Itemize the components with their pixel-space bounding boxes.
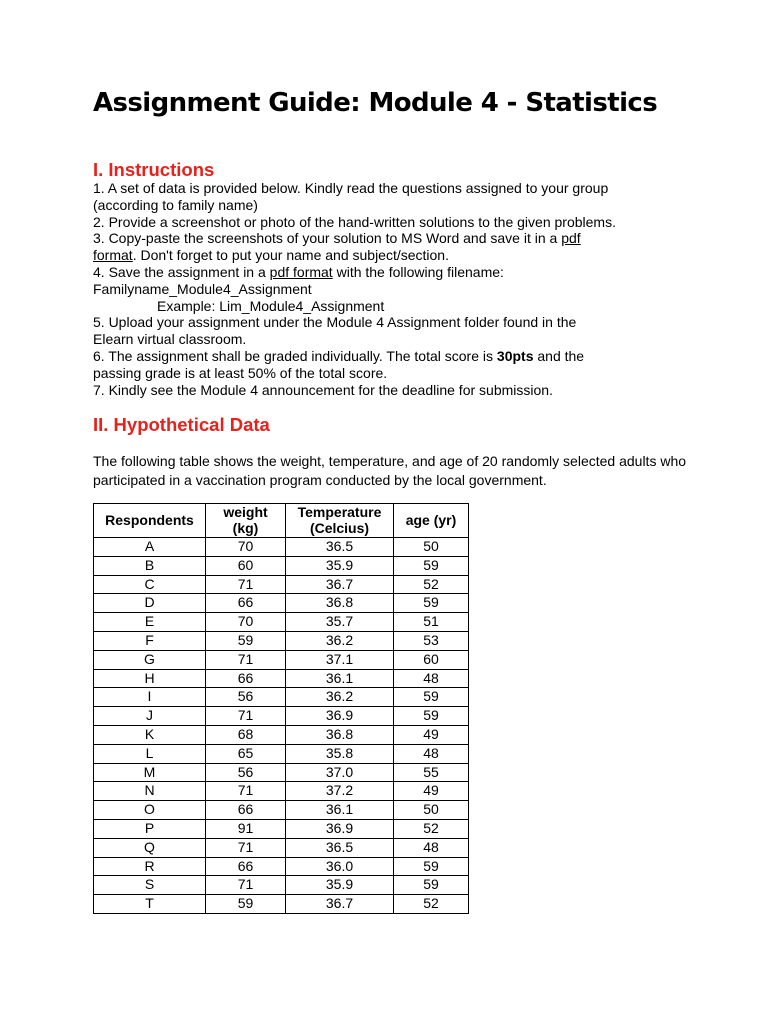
age-cell: 60 [394, 650, 469, 669]
weight-cell: 66 [206, 669, 286, 688]
instruction-6-text: 6. The assignment shall be graded individually. The total score is [93, 347, 497, 364]
table-row [94, 556, 469, 575]
pdf-format-link: pdf format [269, 263, 333, 280]
respondent-cell: P [94, 819, 206, 838]
table-row [94, 575, 469, 594]
weight-cell: 71 [206, 650, 286, 669]
respondent-cell: N [94, 782, 206, 801]
instruction-4-line-1 [93, 264, 693, 281]
table-row [94, 782, 469, 801]
weight-cell: 66 [206, 594, 286, 613]
weight-cell: 65 [206, 744, 286, 763]
temperature-cell: 36.8 [286, 594, 394, 613]
pdf-format-link-part-2: format [93, 247, 133, 264]
header-temperature [286, 504, 394, 538]
age-cell: 55 [394, 763, 469, 782]
age-cell: 52 [394, 895, 469, 914]
respondent-cell: A [94, 538, 206, 557]
instruction-5-line-1: 5. Upload your assignment under the Module 4 Assignment folder found in the [93, 314, 577, 331]
age-cell: 50 [394, 538, 469, 557]
instruction-5-line-2: Elearn virtual classroom. [93, 331, 247, 348]
weight-cell: 68 [206, 725, 286, 744]
instruction-6-line-2: passing grade is at least 50% of the total score. [93, 364, 388, 381]
respondent-cell: O [94, 801, 206, 820]
temperature-cell: 36.9 [286, 819, 394, 838]
weight-cell: 56 [206, 688, 286, 707]
respondent-cell: R [94, 857, 206, 876]
temperature-cell: 36.2 [286, 631, 394, 650]
age-cell: 48 [394, 669, 469, 688]
respondent-cell: D [94, 594, 206, 613]
age-cell: 52 [394, 575, 469, 594]
weight-cell: 59 [206, 631, 286, 650]
temperature-cell: 35.7 [286, 613, 394, 632]
table-row [94, 707, 469, 726]
weight-cell: 71 [206, 575, 286, 594]
header-weight-line-1: weight [223, 504, 268, 520]
table-row [94, 688, 469, 707]
age-cell: 49 [394, 782, 469, 801]
page-title: Assignment Guide: Module 4 - Statistics [93, 88, 658, 118]
instruction-4-text: 4. Save the assignment in a [93, 263, 270, 280]
temperature-cell: 36.0 [286, 857, 394, 876]
header-weight-line-2: (kg) [232, 519, 259, 536]
weight-cell: 66 [206, 801, 286, 820]
header-age: age (yr) [394, 504, 469, 538]
weight-cell: 91 [206, 819, 286, 838]
instruction-4-filename: Familyname_Module4_Assignment [93, 280, 312, 297]
instruction-3-line-1 [93, 230, 693, 247]
header-weight [206, 504, 286, 538]
weight-cell: 56 [206, 763, 286, 782]
respondent-cell: T [94, 895, 206, 914]
table-row [94, 819, 469, 838]
age-cell: 59 [394, 594, 469, 613]
table-row [94, 594, 469, 613]
instruction-7: 7. Kindly see the Module 4 announcement for the deadline for submission. [93, 381, 553, 398]
temperature-cell: 37.2 [286, 782, 394, 801]
age-cell: 59 [394, 707, 469, 726]
header-respondents: Respondents [94, 504, 206, 538]
weight-cell: 71 [206, 876, 286, 895]
instruction-3-text-end: . Don't forget to put your name and subject/section. [132, 247, 449, 264]
respondent-cell: L [94, 744, 206, 763]
table-row [94, 613, 469, 632]
instruction-3-line-2 [93, 247, 693, 264]
age-cell: 59 [394, 876, 469, 895]
respondent-cell: K [94, 725, 206, 744]
age-cell: 51 [394, 613, 469, 632]
instructions-list [93, 180, 693, 398]
weight-cell: 71 [206, 838, 286, 857]
age-cell: 53 [394, 631, 469, 650]
weight-cell: 71 [206, 782, 286, 801]
pdf-format-link-part-1: pdf [561, 230, 581, 247]
table-row [94, 838, 469, 857]
temperature-cell: 36.1 [286, 801, 394, 820]
table-header-row [94, 504, 469, 538]
respondent-cell: C [94, 575, 206, 594]
temperature-cell: 36.7 [286, 575, 394, 594]
data-table [93, 503, 469, 914]
total-score: 30pts [496, 347, 534, 364]
table-row [94, 669, 469, 688]
table-row [94, 725, 469, 744]
table-row [94, 763, 469, 782]
respondent-cell: G [94, 650, 206, 669]
weight-cell: 66 [206, 857, 286, 876]
temperature-cell: 35.9 [286, 556, 394, 575]
age-cell: 49 [394, 725, 469, 744]
instruction-4-text-end: with the following filename: [332, 263, 504, 280]
data-intro: The following table shows the weight, temperature, and age of 20 randomly selected adults who participated in a vaccination program conducted by the local government. [93, 453, 687, 488]
respondent-cell: J [94, 707, 206, 726]
age-cell: 59 [394, 857, 469, 876]
age-cell: 50 [394, 801, 469, 820]
instruction-1-line-1: 1. A set of data is provided below. Kindly read the questions assigned to your group [93, 180, 609, 196]
age-cell: 48 [394, 838, 469, 857]
table-row [94, 895, 469, 914]
weight-cell: 59 [206, 895, 286, 914]
table-row [94, 650, 469, 669]
instruction-3-text: 3. Copy-paste the screenshots of your solution to MS Word and save it in a [93, 230, 562, 247]
respondent-cell: E [94, 613, 206, 632]
header-temperature-line-1: Temperature [297, 504, 382, 520]
age-cell: 59 [394, 688, 469, 707]
respondent-cell: M [94, 763, 206, 782]
temperature-cell: 36.8 [286, 725, 394, 744]
temperature-cell: 36.5 [286, 838, 394, 857]
weight-cell: 70 [206, 538, 286, 557]
table-body [94, 538, 469, 914]
age-cell: 52 [394, 819, 469, 838]
temperature-cell: 36.1 [286, 669, 394, 688]
age-cell: 48 [394, 744, 469, 763]
respondent-cell: F [94, 631, 206, 650]
instruction-6-text-end: and the [533, 347, 585, 364]
weight-cell: 60 [206, 556, 286, 575]
instruction-1-line-2: (according to family name) [93, 196, 258, 213]
respondent-cell: B [94, 556, 206, 575]
temperature-cell: 36.2 [286, 688, 394, 707]
temperature-cell: 35.9 [286, 876, 394, 895]
temperature-cell: 36.7 [286, 895, 394, 914]
respondent-cell: S [94, 876, 206, 895]
respondent-cell: H [94, 669, 206, 688]
header-temperature-line-2: (Celcius) [309, 519, 370, 536]
instructions-heading: I. Instructions [93, 159, 215, 180]
table-row [94, 631, 469, 650]
temperature-cell: 37.0 [286, 763, 394, 782]
weight-cell: 70 [206, 613, 286, 632]
weight-cell: 71 [206, 707, 286, 726]
temperature-cell: 35.8 [286, 744, 394, 763]
table-row [94, 876, 469, 895]
temperature-cell: 36.9 [286, 707, 394, 726]
table-row [94, 744, 469, 763]
age-cell: 59 [394, 556, 469, 575]
instruction-4-example: Example: Lim_Module4_Assignment [157, 297, 385, 314]
table-row [94, 857, 469, 876]
instruction-2: 2. Provide a screenshot or photo of the hand-written solutions to the given problems. [93, 213, 616, 230]
table-row [94, 538, 469, 557]
respondent-cell: I [94, 688, 206, 707]
data-heading: II. Hypothetical Data [93, 414, 270, 435]
table-row [94, 801, 469, 820]
respondent-cell: Q [94, 838, 206, 857]
temperature-cell: 36.5 [286, 538, 394, 557]
instruction-6-line-1 [93, 348, 693, 365]
temperature-cell: 37.1 [286, 650, 394, 669]
